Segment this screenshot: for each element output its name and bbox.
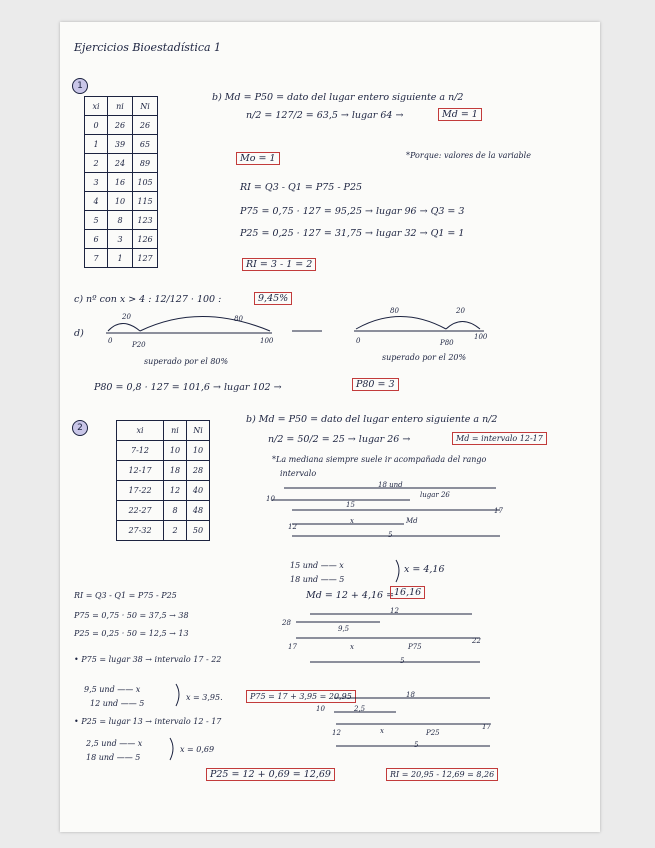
table-cell: 26 (108, 116, 133, 135)
ex2-md-calc: Md = 12 + 4,16 = (306, 590, 395, 601)
ex2-p25-interval: • P25 = lugar 13 → intervalo 12 - 17 (74, 717, 222, 726)
ex2-d1-17: 17 (494, 507, 503, 515)
table-cell: 0 (85, 116, 108, 135)
table-cell: 10 (108, 192, 133, 211)
ex2-brace-3 (170, 738, 173, 760)
table-cell: 8 (108, 211, 133, 230)
table-cell: 123 (133, 211, 158, 230)
ex1-nr-80: 80 (390, 307, 399, 315)
ex1-superado-80: superado por el 80% (144, 357, 229, 366)
exercise-1-number: 1 (72, 78, 88, 94)
ex2-d2-5: 5 (400, 657, 405, 665)
ex2-prop2-b: 12 und —— 5 (90, 699, 145, 708)
ex1-p25-line: P25 = 0,25 · 127 = 31,75 → lugar 32 → Q1 = 1 (240, 228, 465, 239)
ex2-d3-25: 2,5 (354, 705, 366, 713)
ex1-right-arc-80 (356, 317, 446, 330)
table-cell: 6 (85, 230, 108, 249)
ex2-d2-22: 22 (472, 637, 481, 645)
table-cell: 12-17 (117, 461, 164, 481)
exercise-2-number: 2 (72, 420, 88, 436)
ex2-d1-lugar: lugar 26 (420, 491, 450, 499)
ex2-p25-line: P25 = 0,25 · 50 = 12,5 → 13 (74, 629, 189, 638)
ex2-d3-12: 12 (332, 729, 341, 737)
ex1-nl-20: 20 (122, 313, 131, 321)
ex2-prop3-res: x = 0,69 (180, 745, 215, 754)
ex2-d3-x: x (380, 727, 384, 735)
ex2-d3-18: 18 (406, 691, 415, 699)
ex2-p75-result: P75 = 17 + 3,95 = 20,95 (246, 690, 356, 703)
ex1-nr-p80: P80 (440, 339, 454, 347)
table-cell: 127 (133, 249, 158, 268)
table-cell: 5 (85, 211, 108, 230)
table-cell: 4 (85, 192, 108, 211)
ex2-prop1-b: 18 und —— 5 (290, 575, 345, 584)
table-cell: 28 (187, 461, 210, 481)
ex2-d2-95: 9,5 (338, 625, 350, 633)
table-cell: 27-32 (117, 521, 164, 541)
table-cell: 10 (187, 441, 210, 461)
ex1-b-line2: n/2 = 127/2 = 63,5 → lugar 64 → (246, 110, 404, 121)
ex2-note-2: intervalo (280, 469, 317, 478)
ex2-d1-12: 12 (288, 523, 297, 531)
table-cell: 22-27 (117, 501, 164, 521)
ex2-d2-p75: P75 (408, 643, 422, 651)
header-cell: ni (108, 97, 133, 116)
ex1-left-arc-20 (108, 324, 140, 332)
ex1-p80-result: P80 = 3 (352, 378, 399, 391)
table-cell: 7-12 (117, 441, 164, 461)
ex1-nl-80: 80 (234, 315, 243, 323)
table-cell: 10 (164, 441, 187, 461)
table-cell: 50 (187, 521, 210, 541)
table-cell: 16 (108, 173, 133, 192)
header-cell: Ni (133, 97, 158, 116)
ex2-d1-5: 5 (388, 531, 393, 539)
table-cell: 1 (85, 135, 108, 154)
table-cell: 115 (133, 192, 158, 211)
table-cell: 26 (133, 116, 158, 135)
ex1-right-arc-20 (446, 322, 480, 330)
ex1-nr-100: 100 (474, 333, 488, 341)
ex2-prop1-res: x = 4,16 (404, 564, 445, 575)
ex2-d3-10: 10 (316, 705, 325, 713)
ex2-d1-10: 10 (266, 495, 275, 503)
table-cell: 126 (133, 230, 158, 249)
table-cell: 7 (85, 249, 108, 268)
table-cell: 40 (187, 481, 210, 501)
ex1-nr-0: 0 (356, 337, 361, 345)
ex1-nl-p20: P20 (132, 341, 146, 349)
table-cell: 65 (133, 135, 158, 154)
table-cell: 24 (108, 154, 133, 173)
ex1-b-line1: b) Md = P50 = dato del lugar entero siguiente a n/2 (212, 92, 464, 103)
ex1-ri-formula: RI = Q3 - Q1 = P75 - P25 (240, 182, 363, 193)
header-cell: Ni (187, 421, 210, 441)
table-cell: 3 (85, 173, 108, 192)
ex1-nr-20: 20 (456, 307, 465, 315)
ex1-p75-line: P75 = 0,75 · 127 = 95,25 → lugar 96 → Q3 = 3 (240, 206, 465, 217)
notebook-page (60, 22, 600, 832)
ex1-nl-0: 0 (108, 337, 113, 345)
table-cell: 17-22 (117, 481, 164, 501)
hand-drawn-diagrams (60, 22, 600, 832)
table-cell: 3 (108, 230, 133, 249)
ex1-mo-result: Mo = 1 (236, 152, 280, 165)
table-cell: 12 (164, 481, 187, 501)
ex1-ri-result: RI = 3 - 1 = 2 (242, 258, 316, 271)
ex2-d1-md: Md (406, 517, 418, 525)
ex1-d-label: d) (74, 328, 84, 339)
ex2-ri-result: RI = 20,95 - 12,69 = 8,26 (386, 768, 498, 781)
ex1-porque-note: *Porque: valores de la variable (406, 151, 531, 160)
ex1-superado-20: superado por el 20% (382, 353, 467, 362)
table-cell: 89 (133, 154, 158, 173)
ex2-note-1: *La mediana siempre suele ir acompañada del rango (272, 455, 487, 464)
ex2-d2-17: 17 (288, 643, 297, 651)
ex2-prop3-b: 18 und —— 5 (86, 753, 141, 762)
ex1-c-result: 9,45% (254, 292, 292, 305)
ex2-d2-x: x (350, 643, 354, 651)
ex2-b-line1: b) Md = P50 = dato del lugar entero siguiente a n/2 (246, 414, 498, 425)
ex1-c-line: c) nº con x > 4 : 12/127 · 100 : (74, 294, 222, 305)
ex1-md-result: Md = 1 (438, 108, 482, 121)
ex2-brace-2 (176, 684, 179, 706)
table-cell: 39 (108, 135, 133, 154)
ex2-d3-5: 5 (414, 741, 419, 749)
page-title: Ejercicios Bioestadística 1 (74, 41, 222, 54)
table-cell: 2 (85, 154, 108, 173)
table-cell: 2 (164, 521, 187, 541)
ex2-md-result: Md = intervalo 12-17 (452, 432, 547, 445)
header-cell: xi (85, 97, 108, 116)
header-cell: xi (117, 421, 164, 441)
table-cell: 1 (108, 249, 133, 268)
ex2-d3-17: 17 (482, 723, 491, 731)
table-cell: 18 (164, 461, 187, 481)
ex2-p75-line: P75 = 0,75 · 50 = 37,5 → 38 (74, 611, 189, 620)
ex2-prop1-a: 15 und —— x (290, 561, 344, 570)
ex2-p25-result: P25 = 12 + 0,69 = 12,69 (206, 768, 335, 781)
table-cell: 8 (164, 501, 187, 521)
ex1-nl-100: 100 (260, 337, 274, 345)
table-cell: 105 (133, 173, 158, 192)
ex2-d1-x: x (350, 517, 354, 525)
ex2-brace-1 (396, 560, 399, 582)
ex1-p80-line: P80 = 0,8 · 127 = 101,6 → lugar 102 → (94, 382, 282, 393)
ex1-left-arc-80 (140, 317, 270, 332)
ex2-ri-formula: RI = Q3 - Q1 = P75 - P25 (74, 591, 177, 600)
ex2-d2-12: 12 (390, 607, 399, 615)
ex2-d3-p25: P25 (426, 729, 440, 737)
header-cell: ni (164, 421, 187, 441)
ex2-d1-18: 18 und (378, 481, 403, 489)
ex2-b-line2: n/2 = 50/2 = 25 → lugar 26 → (268, 434, 411, 445)
ex2-d1-15: 15 (346, 501, 355, 509)
ex2-prop2-res: x = 3,95. (186, 693, 223, 702)
ex2-md-calc-result: 16,16 (390, 586, 425, 599)
ex2-prop3-a: 2,5 und —— x (86, 739, 143, 748)
ex2-d2-28: 28 (282, 619, 291, 627)
ex2-prop2-a: 9,5 und —— x (84, 685, 141, 694)
ex2-p75-interval: • P75 = lugar 38 → intervalo 17 - 22 (74, 655, 222, 664)
table-cell: 48 (187, 501, 210, 521)
